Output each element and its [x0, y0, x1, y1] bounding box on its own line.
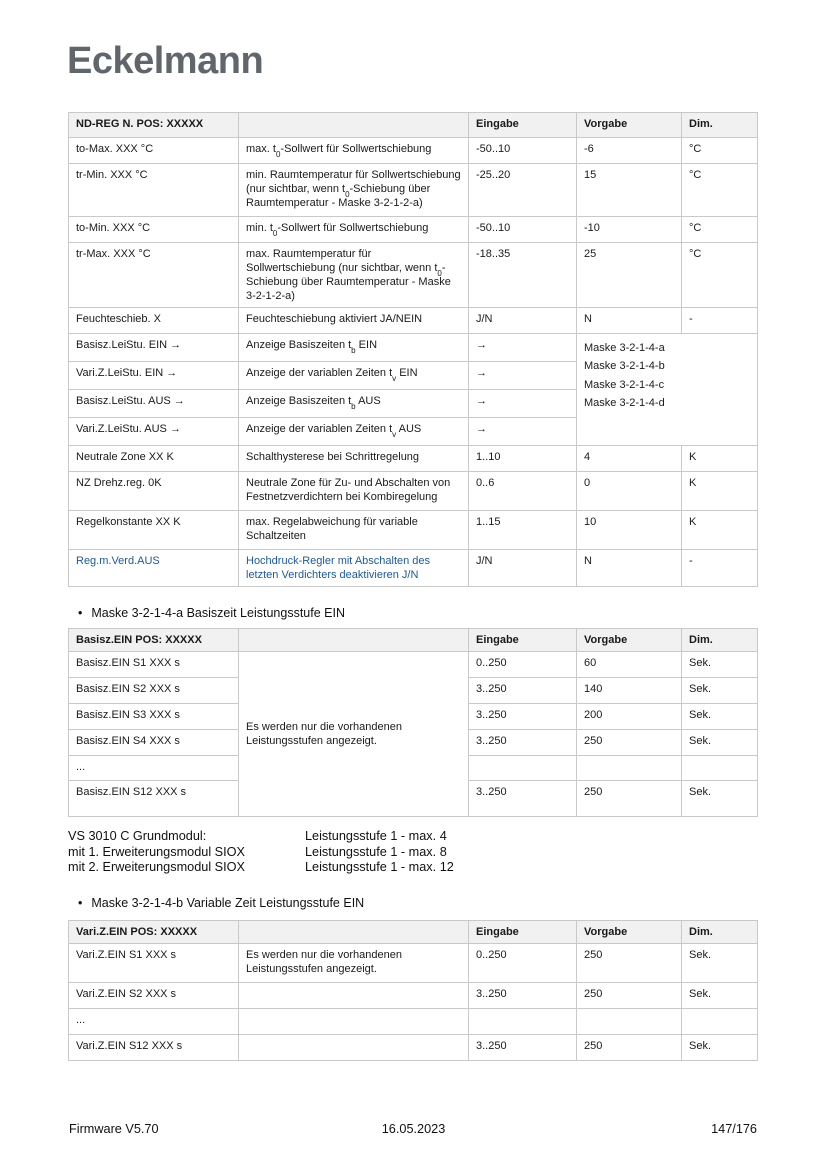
- cell-param-desc: max. Raumtemperatur für Sollwertschiebung (nur sichtbar, wenn $t_0$-Schiebung über Raumtemperatur - Maske 3-2-1-2-a): [239, 243, 469, 308]
- module-label: VS 3010 C Grundmodul:: [68, 829, 207, 843]
- cell-vorgabe: 10: [577, 510, 682, 549]
- module-label: mit 1. Erweiterungsmodul SIOX: [68, 844, 245, 859]
- cell-eingabe: →: [469, 361, 577, 389]
- cell-dim: Sek.: [682, 781, 758, 817]
- footer-date: 16.05.2023: [381, 1122, 446, 1136]
- eckelmann-logo: Eckelmann: [67, 40, 264, 82]
- module-info-row: [68, 829, 454, 845]
- cell-dim: Sek.: [682, 704, 758, 730]
- cell-eingabe: 3..250: [469, 781, 577, 817]
- cell-vorgabe: 250: [577, 983, 682, 1009]
- table-row: [69, 445, 758, 471]
- table-row: [69, 333, 758, 361]
- column-header-description: [239, 629, 469, 652]
- cell-dim: K: [682, 445, 758, 471]
- module-value: Leistungsstufe 1 - max. 4: [305, 829, 447, 843]
- cell-dim: °C: [682, 138, 758, 164]
- cell-note: Es werden nur die vorhandenen Leistungsstufen angezeigt.: [239, 652, 469, 817]
- module-value: Leistungsstufe 1 - max. 8: [305, 844, 447, 859]
- table-row: [69, 138, 758, 164]
- cell-dim: Sek.: [682, 652, 758, 678]
- nd-reg-parameter-table: [68, 112, 758, 587]
- cell-dim: Sek.: [682, 983, 758, 1009]
- table-row-link: [69, 549, 758, 586]
- table-row: [69, 652, 758, 678]
- module-value: Leistungsstufe 1 - max. 12: [305, 860, 454, 875]
- section-bullet-maske-b: [68, 896, 364, 910]
- cell-eingabe: →: [469, 333, 577, 361]
- cell-vorgabe: -10: [577, 217, 682, 243]
- column-header-dim: Dim.: [682, 113, 758, 138]
- cell-param-desc: min. Raumtemperatur für Sollwertschiebung (nur sichtbar, wenn $t_0$-Schiebung über Raumtemperatur - Maske 3-2-1-2-a): [239, 164, 469, 217]
- table-row: [69, 510, 758, 549]
- cell-eingabe: 3..250: [469, 704, 577, 730]
- column-header-vorgabe: Vorgabe: [577, 921, 682, 944]
- cell-eingabe: →: [469, 389, 577, 417]
- vari-z-ein-table: [68, 920, 758, 1061]
- cell-param-name: Neutrale Zone XX K: [69, 445, 239, 471]
- column-header-eingabe: Eingabe: [469, 921, 577, 944]
- cell-vorgabe: 140: [577, 678, 682, 704]
- cell-param-name: Basisz.EIN S1 XXX s: [69, 652, 239, 678]
- cell-eingabe: 3..250: [469, 1035, 577, 1061]
- cell-dim: °C: [682, 217, 758, 243]
- table-header-row: [69, 921, 758, 944]
- table-row: [69, 983, 758, 1009]
- cell-param-desc: Anzeige Basiszeiten $t_b$ EIN: [239, 333, 469, 361]
- cell-eingabe: [469, 1009, 577, 1035]
- cell-eingabe: J/N: [469, 549, 577, 586]
- column-header-pos: ND-REG N. POS: XXXXX: [69, 113, 239, 138]
- cell-param-name: Basisz.LeiStu. AUS →: [69, 389, 239, 417]
- cell-vorgabe: 250: [577, 1035, 682, 1061]
- cell-param-name: Basisz.EIN S2 XXX s: [69, 678, 239, 704]
- cell-eingabe: -50..10: [469, 138, 577, 164]
- cell-param-name: Feuchteschieb. X: [69, 307, 239, 333]
- cell-param-name: Regelkonstante XX K: [69, 510, 239, 549]
- cell-eingabe: 1..15: [469, 510, 577, 549]
- cell-param-desc: Schalthysterese bei Schrittregelung: [239, 445, 469, 471]
- cell-vorgabe: 15: [577, 164, 682, 217]
- cell-dim: Sek.: [682, 678, 758, 704]
- cell-dim: Sek.: [682, 944, 758, 983]
- column-header-description: [239, 921, 469, 944]
- cell-dim: Sek.: [682, 1035, 758, 1061]
- cell-eingabe: 3..250: [469, 678, 577, 704]
- cell-dim: °C: [682, 164, 758, 217]
- basisz-ein-table: [68, 628, 758, 817]
- cell-dim: °C: [682, 243, 758, 308]
- cell-note: Es werden nur die vorhandenen Leistungsstufen angezeigt.: [239, 944, 469, 983]
- cell-param-name: Vari.Z.EIN S1 XXX s: [69, 944, 239, 983]
- cell-vorgabe: N: [577, 549, 682, 586]
- cell-param-name: tr-Min. XXX °C: [69, 164, 239, 217]
- cell-note: [239, 983, 469, 1009]
- cell-param-name: Vari.Z.LeiStu. EIN →: [69, 361, 239, 389]
- cell-param-desc: Neutrale Zone für Zu- und Abschalten von Festnetzverdichtern bei Kombiregelung: [239, 471, 469, 510]
- cell-eingabe: 3..250: [469, 730, 577, 756]
- cell-param-name: tr-Max. XXX °C: [69, 243, 239, 308]
- cell-vorgabe: 200: [577, 704, 682, 730]
- section-bullet-maske-a: [68, 606, 345, 620]
- cell-param-desc: Feuchteschiebung aktiviert JA/NEIN: [239, 307, 469, 333]
- section-bullet-label: Maske 3-2-1-4-a Basiszeit Leistungsstufe EIN: [91, 606, 345, 620]
- footer-firmware-version: Firmware V5.70: [69, 1122, 159, 1136]
- cell-eingabe: -25..20: [469, 164, 577, 217]
- cell-dim: -: [682, 549, 758, 586]
- table-row: [69, 217, 758, 243]
- cell-dim: [682, 1009, 758, 1035]
- cell-note: [239, 1035, 469, 1061]
- cell-param-name: ...: [69, 1009, 239, 1035]
- cell-eingabe: 0..250: [469, 652, 577, 678]
- cell-dim: Sek.: [682, 730, 758, 756]
- cell-param-desc: Anzeige der variablen Zeiten $t_v$ EIN: [239, 361, 469, 389]
- cell-param-name: Basisz.EIN S3 XXX s: [69, 704, 239, 730]
- column-header-vorgabe: Vorgabe: [577, 629, 682, 652]
- cell-dim: -: [682, 307, 758, 333]
- module-label: mit 2. Erweiterungsmodul SIOX: [68, 860, 245, 875]
- cell-dim: [682, 756, 758, 781]
- table-row: [69, 471, 758, 510]
- cell-vorgabe: [577, 1009, 682, 1035]
- cell-param-name: Vari.Z.LeiStu. AUS →: [69, 417, 239, 445]
- cell-param-name-link[interactable]: Reg.m.Verd.AUS: [69, 549, 239, 586]
- column-header-pos: Vari.Z.EIN POS: XXXXX: [69, 921, 239, 944]
- cell-param-name: Basisz.LeiStu. EIN →: [69, 333, 239, 361]
- cell-vorgabe: 60: [577, 652, 682, 678]
- cell-note: [239, 1009, 469, 1035]
- cell-eingabe: -18..35: [469, 243, 577, 308]
- cell-eingabe: -50..10: [469, 217, 577, 243]
- cell-param-name: ...: [69, 756, 239, 781]
- column-header-description: [239, 113, 469, 138]
- table-row: [69, 243, 758, 308]
- section-bullet-label: Maske 3-2-1-4-b Variable Zeit Leistungsstufe EIN: [91, 896, 365, 910]
- cell-vorgabe: 250: [577, 944, 682, 983]
- maske-reference: Maske 3-2-1-4-a: [584, 341, 665, 354]
- column-header-pos: Basisz.EIN POS: XXXXX: [69, 629, 239, 652]
- column-header-dim: Dim.: [682, 921, 758, 944]
- column-header-dim: Dim.: [682, 629, 758, 652]
- column-header-vorgabe: Vorgabe: [577, 113, 682, 138]
- cell-dim: K: [682, 471, 758, 510]
- cell-vorgabe: 4: [577, 445, 682, 471]
- table-row: [69, 1035, 758, 1061]
- maske-reference: Maske 3-2-1-4-d: [584, 397, 665, 410]
- cell-param-name: Vari.Z.EIN S2 XXX s: [69, 983, 239, 1009]
- cell-vorgabe: -6: [577, 138, 682, 164]
- cell-eingabe: 0..250: [469, 944, 577, 983]
- cell-eingabe: 0..6: [469, 471, 577, 510]
- cell-eingabe: →: [469, 417, 577, 445]
- cell-vorgabe: [577, 756, 682, 781]
- cell-dim: K: [682, 510, 758, 549]
- cell-param-name: Basisz.EIN S4 XXX s: [69, 730, 239, 756]
- cell-param-name: Basisz.EIN S12 XXX s: [69, 781, 239, 817]
- table-row: [69, 164, 758, 217]
- table-row: [69, 944, 758, 983]
- cell-maske-references: [577, 333, 758, 445]
- cell-param-desc: Anzeige Basiszeiten $t_b$ AUS: [239, 389, 469, 417]
- table-header-row: [69, 113, 758, 138]
- module-info-row: [68, 845, 454, 861]
- cell-param-name: Vari.Z.EIN S12 XXX s: [69, 1035, 239, 1061]
- cell-param-desc: max. $t_0$-Sollwert für Sollwertschiebung: [239, 138, 469, 164]
- cell-param-name: to-Min. XXX °C: [69, 217, 239, 243]
- cell-vorgabe: 250: [577, 730, 682, 756]
- table-header-row: [69, 629, 758, 652]
- maske-reference: Maske 3-2-1-4-c: [584, 378, 665, 391]
- cell-vorgabe: 25: [577, 243, 682, 308]
- cell-eingabe: 3..250: [469, 983, 577, 1009]
- cell-param-name: NZ Drehz.reg. 0K: [69, 471, 239, 510]
- cell-param-desc-link[interactable]: Hochdruck-Regler mit Abschalten des letzten Verdichters deaktivieren J/N: [239, 549, 469, 586]
- maske-reference: Maske 3-2-1-4-b: [584, 360, 665, 373]
- cell-eingabe: [469, 756, 577, 781]
- module-capacity-info: [68, 829, 454, 876]
- cell-vorgabe: 0: [577, 471, 682, 510]
- cell-eingabe: 1..10: [469, 445, 577, 471]
- footer-page-number: 147/176: [711, 1122, 757, 1136]
- cell-param-desc: Anzeige der variablen Zeiten $t_v$ AUS: [239, 417, 469, 445]
- module-info-row: [68, 860, 454, 876]
- cell-vorgabe: N: [577, 307, 682, 333]
- cell-param-desc: max. Regelabweichung für variable Schaltzeiten: [239, 510, 469, 549]
- column-header-eingabe: Eingabe: [469, 629, 577, 652]
- cell-eingabe: J/N: [469, 307, 577, 333]
- column-header-eingabe: Eingabe: [469, 113, 577, 138]
- cell-param-desc: min. $t_0$-Sollwert für Sollwertschiebung: [239, 217, 469, 243]
- table-row: [69, 1009, 758, 1035]
- table-row: [69, 307, 758, 333]
- cell-vorgabe: 250: [577, 781, 682, 817]
- cell-param-name: to-Max. XXX °C: [69, 138, 239, 164]
